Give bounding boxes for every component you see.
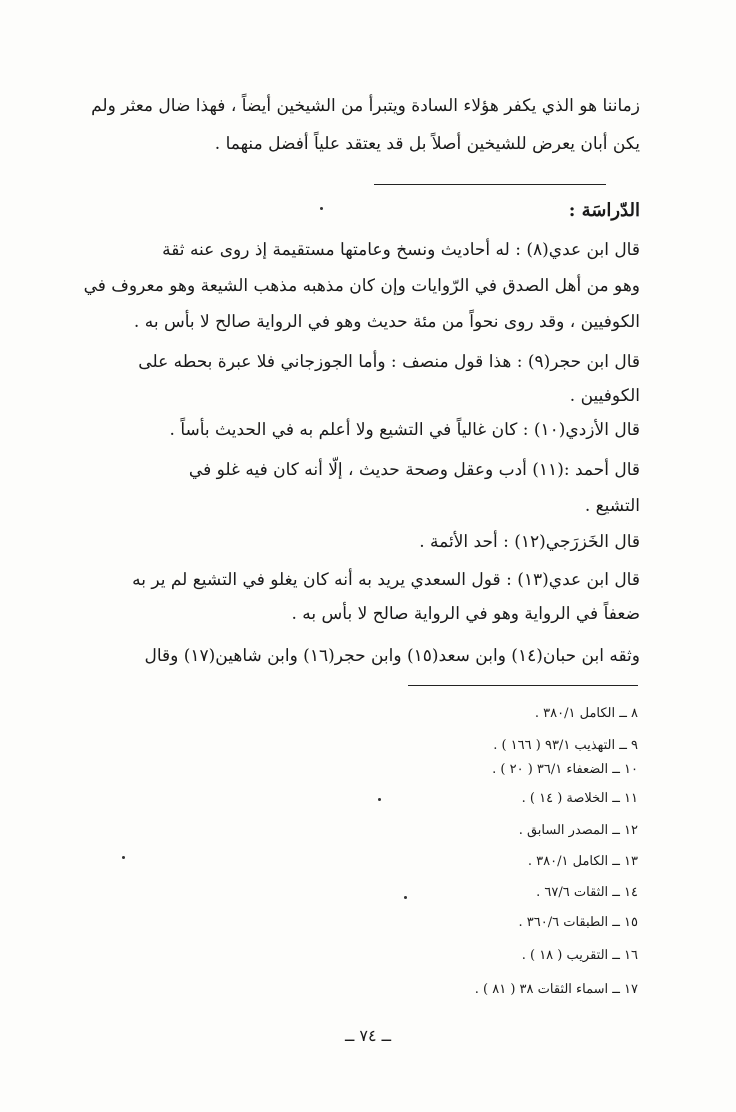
body-line-10: قال ابن عدي(١٣) : قول السعدي يريد به أنه كان يغلو في التشيع لم ير به	[132, 570, 640, 590]
scan-speck	[378, 798, 381, 801]
footnote-9: ٩ ــ التهذيب ٩٣/١ ( ١٦٦ ) .	[493, 738, 638, 753]
footnote-10: ١٠ ــ الضعفاء ٣٦/١ ( ٢٠ ) .	[492, 762, 638, 777]
top-paragraph-line-1: زماننا هو الذي يكفر هؤلاء السادة ويتبرأ من الشيخين أيضاً ، فهذا ضال معثر ولم	[91, 96, 640, 116]
top-paragraph-line-2: يكن أبان يعرض للشيخين أصلاً بل قد يعتقد علياً أفضل منهما .	[214, 134, 640, 154]
footnote-13: ١٣ ــ الكامل ٣٨٠/١ .	[527, 854, 638, 869]
section-divider	[374, 184, 606, 185]
scan-speck	[404, 896, 407, 899]
footnote-16: ١٦ ــ التقريب ( ١٨ ) .	[521, 948, 638, 963]
body-line-8: التشيع .	[584, 496, 640, 516]
body-line-5: الكوفيين .	[569, 386, 640, 406]
page-number: ــ ٧٤ ــ	[344, 1026, 392, 1045]
footnote-15: ١٥ ــ الطبقات ٣٦٠/٦ .	[518, 915, 638, 930]
body-line-3: الكوفيين ، وقد روى نحواً من مئة حديث وهو في الرواية صالح لا بأس به .	[133, 312, 640, 332]
body-line-12: وثقه ابن حبان(١٤) وابن سعد(١٥) وابن حجر(١٦) وابن شاهين(١٧) وقال	[144, 646, 640, 666]
footnote-11: ١١ ــ الخلاصة ( ١٤ ) .	[521, 791, 638, 806]
footnote-8: ٨ ــ الكامل ٣٨٠/١ .	[534, 706, 638, 721]
body-line-2: وهو من أهل الصدق في الرّوايات وإن كان مذهبه مذهب الشيعة وهو معروف في	[83, 276, 640, 296]
body-line-1: قال ابن عدي(٨) : له أحاديث ونسخ وعامتها مستقيمة إذ روى عنه ثقة	[162, 240, 640, 260]
footnote-14: ١٤ ــ الثقات ٦٧/٦ .	[536, 885, 638, 900]
scan-speck	[122, 856, 125, 859]
body-line-11: ضعفاً في الرواية وهو في الرواية صالح لا بأس به .	[291, 604, 640, 624]
footnote-12: ١٢ ــ المصدر السابق .	[518, 823, 638, 838]
footnote-divider	[408, 685, 638, 686]
body-line-6: قال الأزدي(١٠) : كان غالياً في التشيع ولا أعلم به في الحديث بأساً .	[169, 420, 640, 440]
body-line-4: قال ابن حجر(٩) : هذا قول منصف : وأما الجوزجاني فلا عبرة بحطه على	[138, 352, 640, 372]
section-heading: الدّراسَة :	[568, 200, 640, 221]
body-line-9: قال الخَزرَجي(١٢) : أحد الأئمة .	[419, 532, 640, 552]
body-line-7: قال أحمد :(١١) أدب وعقل وصحة حديث ، إلّا أنه كان فيه غلو في	[188, 460, 640, 480]
footnote-17: ١٧ ــ اسماء الثقات ٣٨ ( ٨١ ) .	[474, 982, 638, 997]
scan-speck	[320, 207, 323, 210]
